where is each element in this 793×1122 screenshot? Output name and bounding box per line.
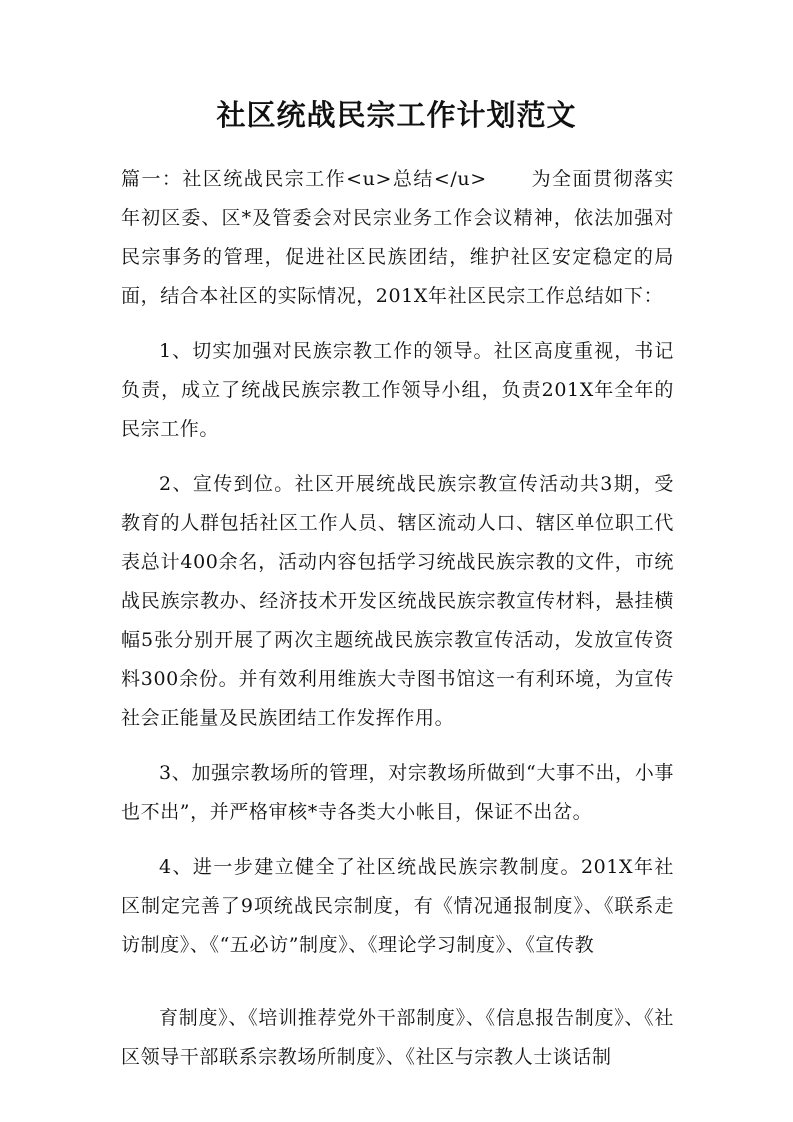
paragraph-1: 1、切实加强对民族宗教工作的领导。社区高度重视，书记负责，成立了统战民族宗教工作领导小组，负责201X年全年的民宗工作。 xyxy=(121,340,674,440)
continuation-paragraph: 育制度》、《培训推荐党外干部制度》、《信息报告制度》、《社区领导干部联系宗教场所制度》、《社区与宗教人士谈话制 xyxy=(121,1007,674,1068)
document-body xyxy=(121,160,674,1077)
paragraph-4: 4、进一步建立健全了社区统战民族宗教制度。201X年社区制定完善了9项统战民宗制度，有《情况通报制度》、《联系走访制度》、《“五必访”制度》、《理论学习制度》、《宣传教 xyxy=(121,856,674,956)
intro-text: 为全面贯彻落实年初区委、区*及管委会对民宗业务工作会议精神，依法加强对民宗事务的管理，促进社区民族团结，维护社区安定稳定的局面，结合本社区的实际情况，201X年社区民宗工作总结如下： xyxy=(121,168,674,307)
intro-label: 篇一：社区统战民宗工作<u>总结</u> xyxy=(121,168,487,190)
paragraph-3: 3、加强宗教场所的管理，对宗教场所做到“大事不出，小事也不出”，并严格审核*寺各类大小帐目，保证不出岔。 xyxy=(121,762,674,823)
intro-paragraph xyxy=(121,160,674,316)
paragraph-2: 2、宣传到位。社区开展统战民族宗教宣传活动共3期，受教育的人群包括社区工作人员、辖区流动人口、辖区单位职工代表总计400余名，活动内容包括学习统战民族宗教的文件，市统战民族宗教办、经济技术开发区统战民族宗教宣传材料，悬挂横幅5张分别开展了两次主题统战民族宗教宣传活动，发放宣传资料300余份。并有效利用维族大寺图书馆这一有利环境，为宣传社会正能量及民族团结工作发挥作用。 xyxy=(121,473,674,729)
document-title: 社区统战民宗工作计划范文 xyxy=(216,98,577,132)
